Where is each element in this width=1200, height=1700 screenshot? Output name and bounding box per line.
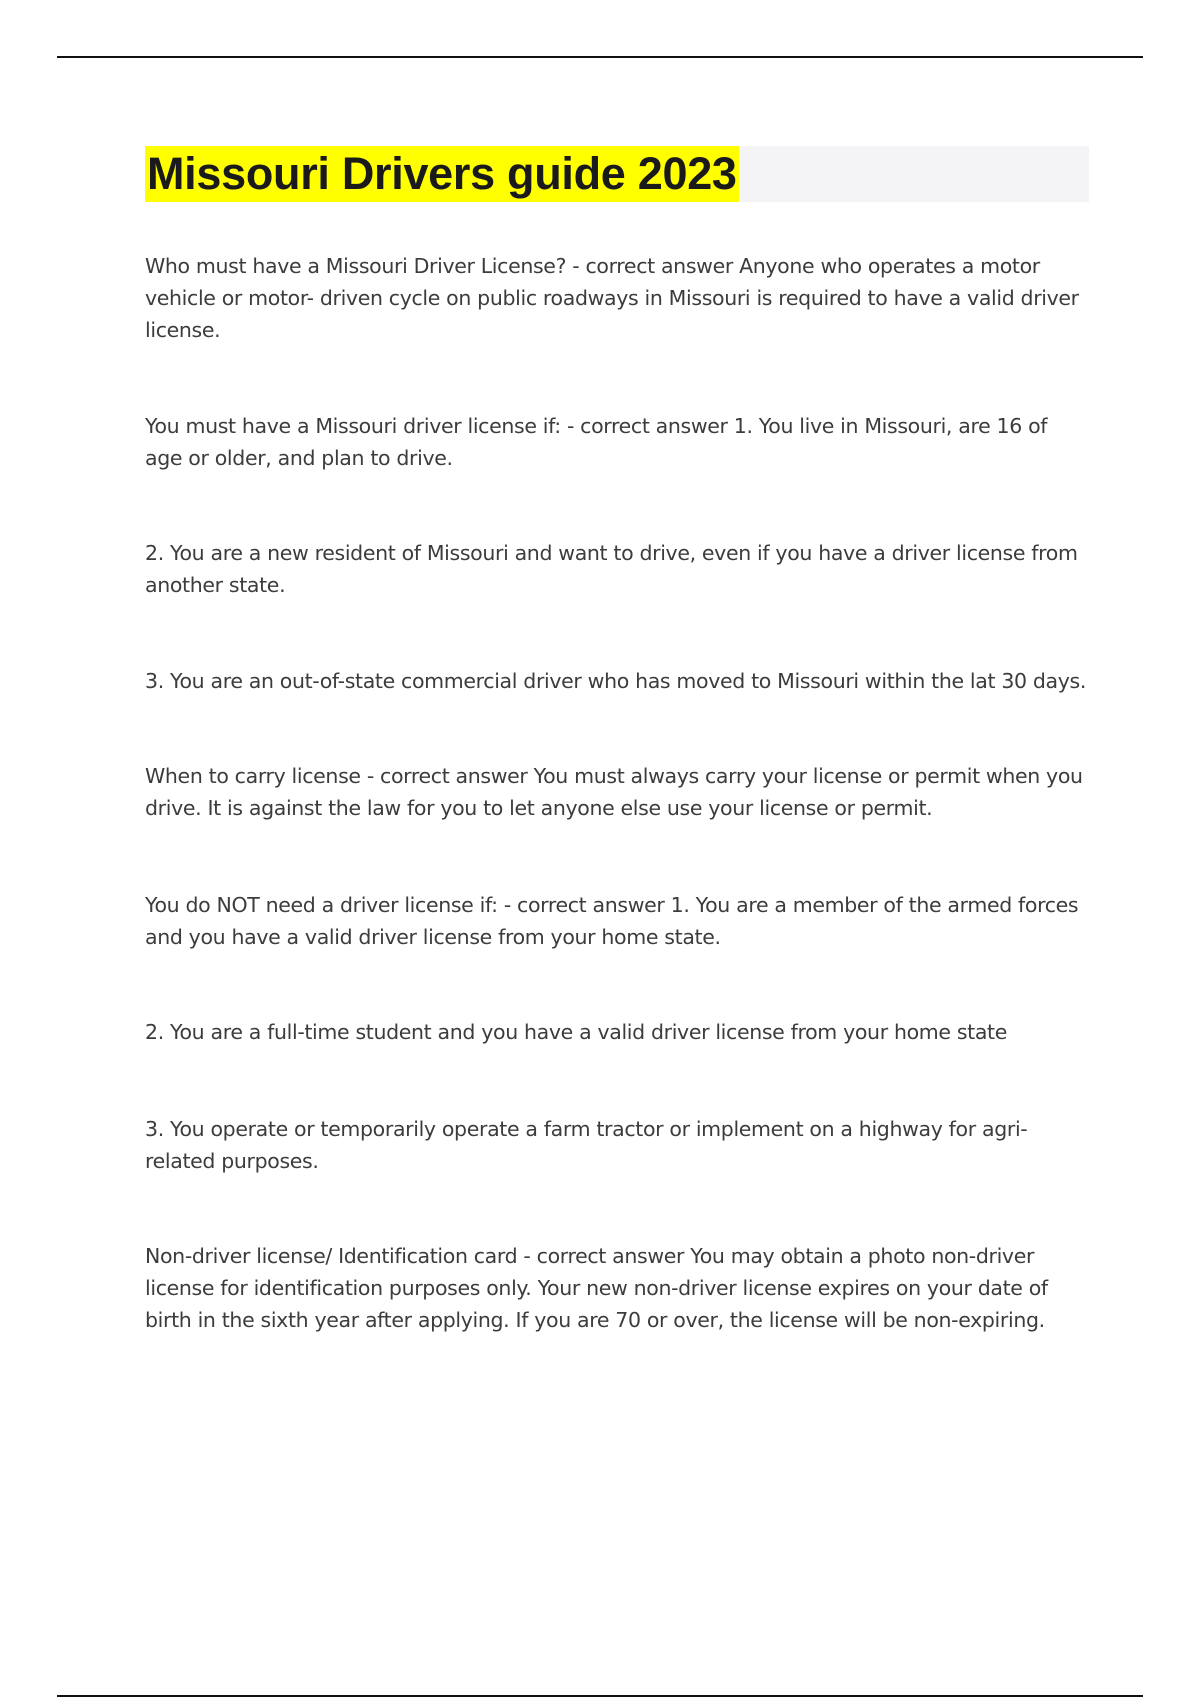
qa-paragraph-2: You must have a Missouri driver license if: - correct answer 1. You live in Missouri, are 16 of age or older, and plan to drive.	[145, 414, 1048, 470]
document-title: Missouri Drivers guide 2023	[145, 146, 739, 202]
top-rule	[57, 56, 1143, 58]
qa-paragraph-7: 2. You are a full-time student and you have a valid driver license from your home state	[145, 1020, 1008, 1044]
qa-paragraph-3: 2. You are a new resident of Missouri and want to drive, even if you have a driver license from another state.	[145, 541, 1078, 597]
bottom-rule	[57, 1695, 1143, 1697]
qa-paragraph-5: When to carry license - correct answer You must always carry your license or permit when you drive. It is against the law for you to let anyone else use your license or permit.	[145, 764, 1083, 820]
qa-paragraph-9: Non-driver license/ Identification card - correct answer You may obtain a photo non-driver license for identification purposes only. Your new non-driver license expires on your date of birth in the sixth year after applying. If you are 70 or over, the license will be non-expiring.	[145, 1244, 1048, 1332]
qa-paragraph-8: 3. You operate or temporarily operate a farm tractor or implement on a highway for agri-related purposes.	[145, 1117, 1028, 1173]
qa-paragraph-6: You do NOT need a driver license if: - correct answer 1. You are a member of the armed forces and you have a valid driver license from your home state.	[145, 893, 1079, 949]
qa-paragraph-1: Who must have a Missouri Driver License? - correct answer Anyone who operates a motor vehicle or motor- driven cycle on public roadways in Missouri is required to have a valid driver license.	[145, 254, 1079, 342]
qa-paragraph-4: 3. You are an out-of-state commercial driver who has moved to Missouri within the lat 30 days.	[145, 669, 1087, 693]
